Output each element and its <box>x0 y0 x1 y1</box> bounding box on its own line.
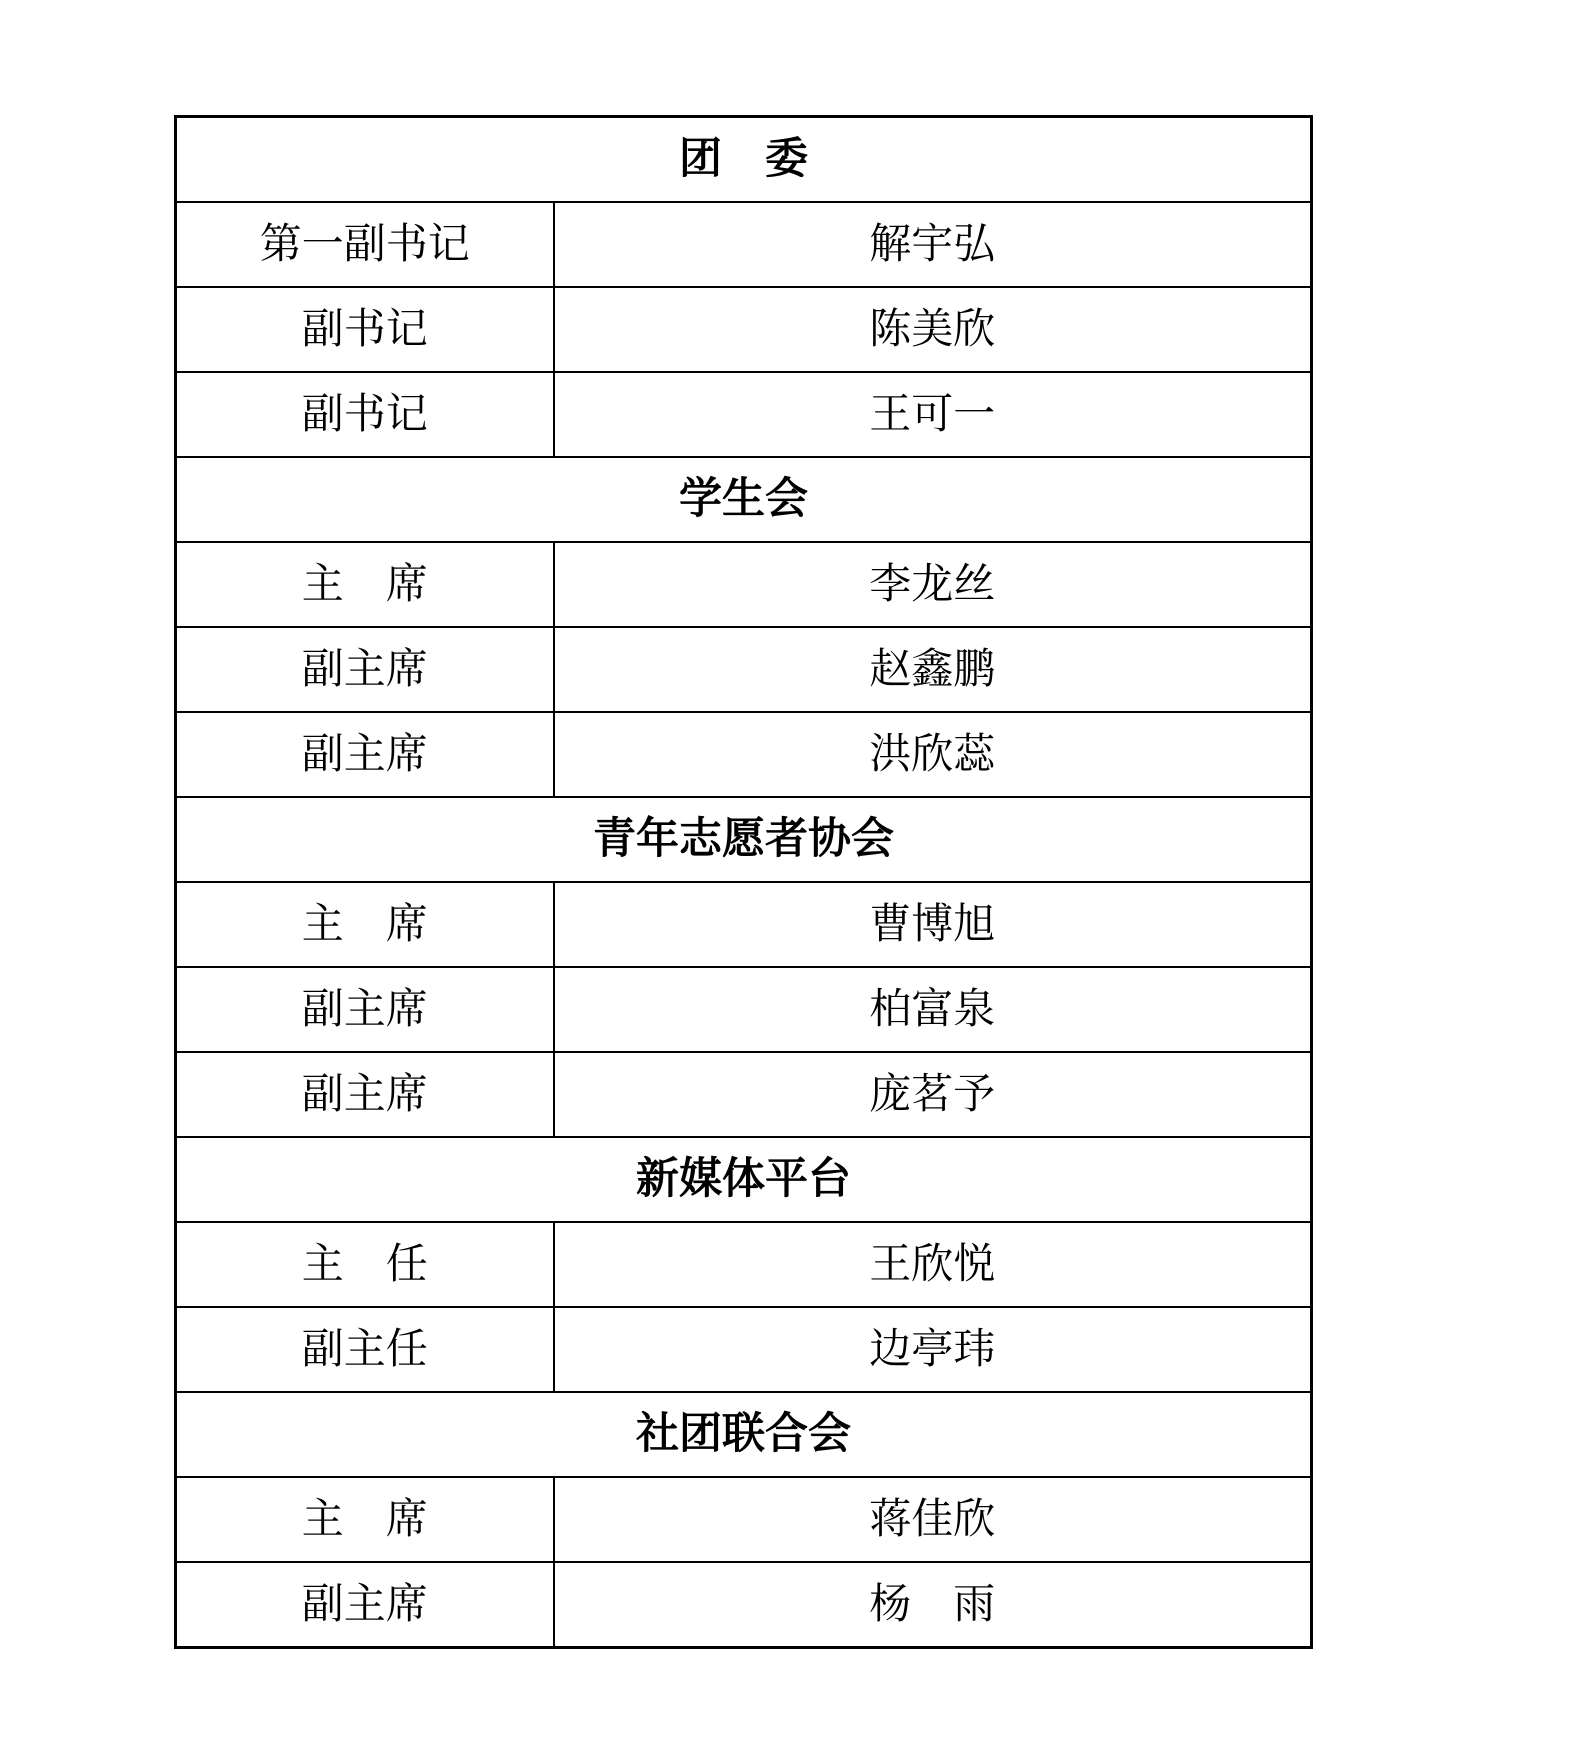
table-row <box>176 1477 1312 1562</box>
position-cell: 副主席 <box>176 627 554 712</box>
name-cell: 解宇弘 <box>554 202 1312 287</box>
section-title: 团 委 <box>176 117 1312 203</box>
table-row <box>176 627 1312 712</box>
section-title: 青年志愿者协会 <box>176 797 1312 882</box>
name-cell: 庞茗予 <box>554 1052 1312 1137</box>
name-cell: 曹博旭 <box>554 882 1312 967</box>
section-header-row <box>176 797 1312 882</box>
section-header-row <box>176 1392 1312 1477</box>
name-cell: 蒋佳欣 <box>554 1477 1312 1562</box>
table-row <box>176 287 1312 372</box>
table-row <box>176 712 1312 797</box>
section-header-row <box>176 457 1312 542</box>
name-cell: 洪欣蕊 <box>554 712 1312 797</box>
position-cell: 副主任 <box>176 1307 554 1392</box>
table-row <box>176 372 1312 457</box>
table-row <box>176 202 1312 287</box>
position-cell: 副书记 <box>176 372 554 457</box>
name-cell: 李龙丝 <box>554 542 1312 627</box>
position-cell: 主 任 <box>176 1222 554 1307</box>
position-cell: 副主席 <box>176 712 554 797</box>
name-cell: 王欣悦 <box>554 1222 1312 1307</box>
position-cell: 副主席 <box>176 1052 554 1137</box>
section-header-row <box>176 117 1312 203</box>
table-row <box>176 1052 1312 1137</box>
position-cell: 主 席 <box>176 542 554 627</box>
table-row <box>176 1222 1312 1307</box>
table-row <box>176 967 1312 1052</box>
name-cell: 边亭玮 <box>554 1307 1312 1392</box>
position-cell: 主 席 <box>176 882 554 967</box>
position-cell: 第一副书记 <box>176 202 554 287</box>
org-roster-table <box>174 115 1313 1649</box>
name-cell: 赵鑫鹏 <box>554 627 1312 712</box>
position-cell: 副主席 <box>176 1562 554 1648</box>
name-cell: 杨 雨 <box>554 1562 1312 1648</box>
position-cell: 主 席 <box>176 1477 554 1562</box>
position-cell: 副主席 <box>176 967 554 1052</box>
name-cell: 柏富泉 <box>554 967 1312 1052</box>
section-title: 学生会 <box>176 457 1312 542</box>
position-cell: 副书记 <box>176 287 554 372</box>
table-row <box>176 1307 1312 1392</box>
name-cell: 王可一 <box>554 372 1312 457</box>
table-row <box>176 882 1312 967</box>
section-title: 新媒体平台 <box>176 1137 1312 1222</box>
name-cell: 陈美欣 <box>554 287 1312 372</box>
section-title: 社团联合会 <box>176 1392 1312 1477</box>
table-row <box>176 542 1312 627</box>
table-row <box>176 1562 1312 1648</box>
section-header-row <box>176 1137 1312 1222</box>
